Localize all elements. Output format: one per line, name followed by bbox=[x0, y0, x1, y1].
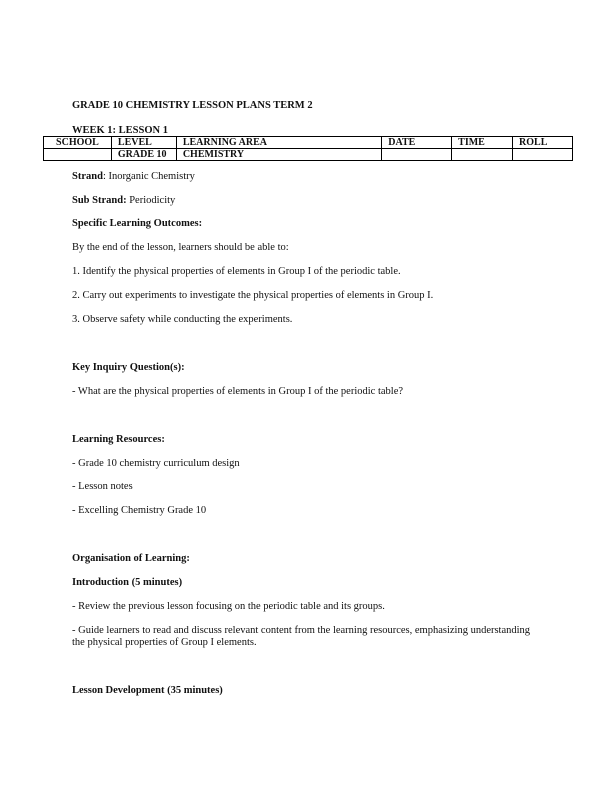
table-header: SCHOOL bbox=[44, 137, 112, 149]
table-cell: GRADE 10 bbox=[111, 149, 176, 161]
sub-strand-value: Periodicity bbox=[126, 195, 176, 206]
list-item: - Guide learners to read and discuss relevant content from the learning resources, emphasizing understanding the physical properties of Group I elements. bbox=[72, 625, 531, 648]
table-cell: CHEMISTRY bbox=[176, 149, 381, 161]
list-item: - Excelling Chemistry Grade 10 bbox=[72, 505, 207, 516]
resources-heading: Learning Resources: bbox=[72, 434, 165, 445]
strand bbox=[72, 171, 195, 182]
table-header: DATE bbox=[382, 137, 452, 149]
list-item: 3. Observe safety while conducting the experiments. bbox=[72, 314, 293, 325]
doc-subtitle: WEEK 1: LESSON 1 bbox=[72, 125, 168, 136]
sub-strand bbox=[72, 195, 175, 206]
inquiry-heading: Key Inquiry Question(s): bbox=[72, 362, 185, 373]
organisation-heading: Organisation of Learning: bbox=[72, 553, 190, 564]
list-item: - Grade 10 chemistry curriculum design bbox=[72, 458, 240, 469]
table-cell bbox=[382, 149, 452, 161]
introduction-heading: Introduction (5 minutes) bbox=[72, 577, 183, 588]
outcomes-intro: By the end of the lesson, learners should be able to: bbox=[72, 242, 289, 253]
list-item: 1. Identify the physical properties of elements in Group I of the periodic table. bbox=[72, 266, 401, 277]
table-cell bbox=[44, 149, 112, 161]
list-item: - Review the previous lesson focusing on the periodic table and its groups. bbox=[72, 601, 385, 612]
table-header: LEARNING AREA bbox=[176, 137, 381, 149]
table-cell bbox=[452, 149, 513, 161]
strand-label: Strand bbox=[72, 171, 103, 182]
table-row bbox=[44, 149, 573, 161]
list-item: 2. Carry out experiments to investigate the physical properties of elements in Group I. bbox=[72, 290, 434, 301]
development-heading: Lesson Development (35 minutes) bbox=[72, 685, 223, 696]
lesson-info-table bbox=[43, 136, 573, 161]
table-header-row bbox=[44, 137, 573, 149]
doc-title: GRADE 10 CHEMISTRY LESSON PLANS TERM 2 bbox=[72, 100, 313, 111]
table-cell bbox=[513, 149, 573, 161]
sub-strand-label: Sub Strand: bbox=[72, 195, 127, 206]
strand-value: : Inorganic Chemistry bbox=[102, 171, 195, 182]
outcomes-heading: Specific Learning Outcomes: bbox=[72, 218, 203, 229]
list-item: - Lesson notes bbox=[72, 481, 133, 492]
list-item: - What are the physical properties of elements in Group I of the periodic table? bbox=[72, 386, 404, 397]
table-header: ROLL bbox=[513, 137, 573, 149]
table-header: TIME bbox=[452, 137, 513, 149]
table-header: LEVEL bbox=[111, 137, 176, 149]
